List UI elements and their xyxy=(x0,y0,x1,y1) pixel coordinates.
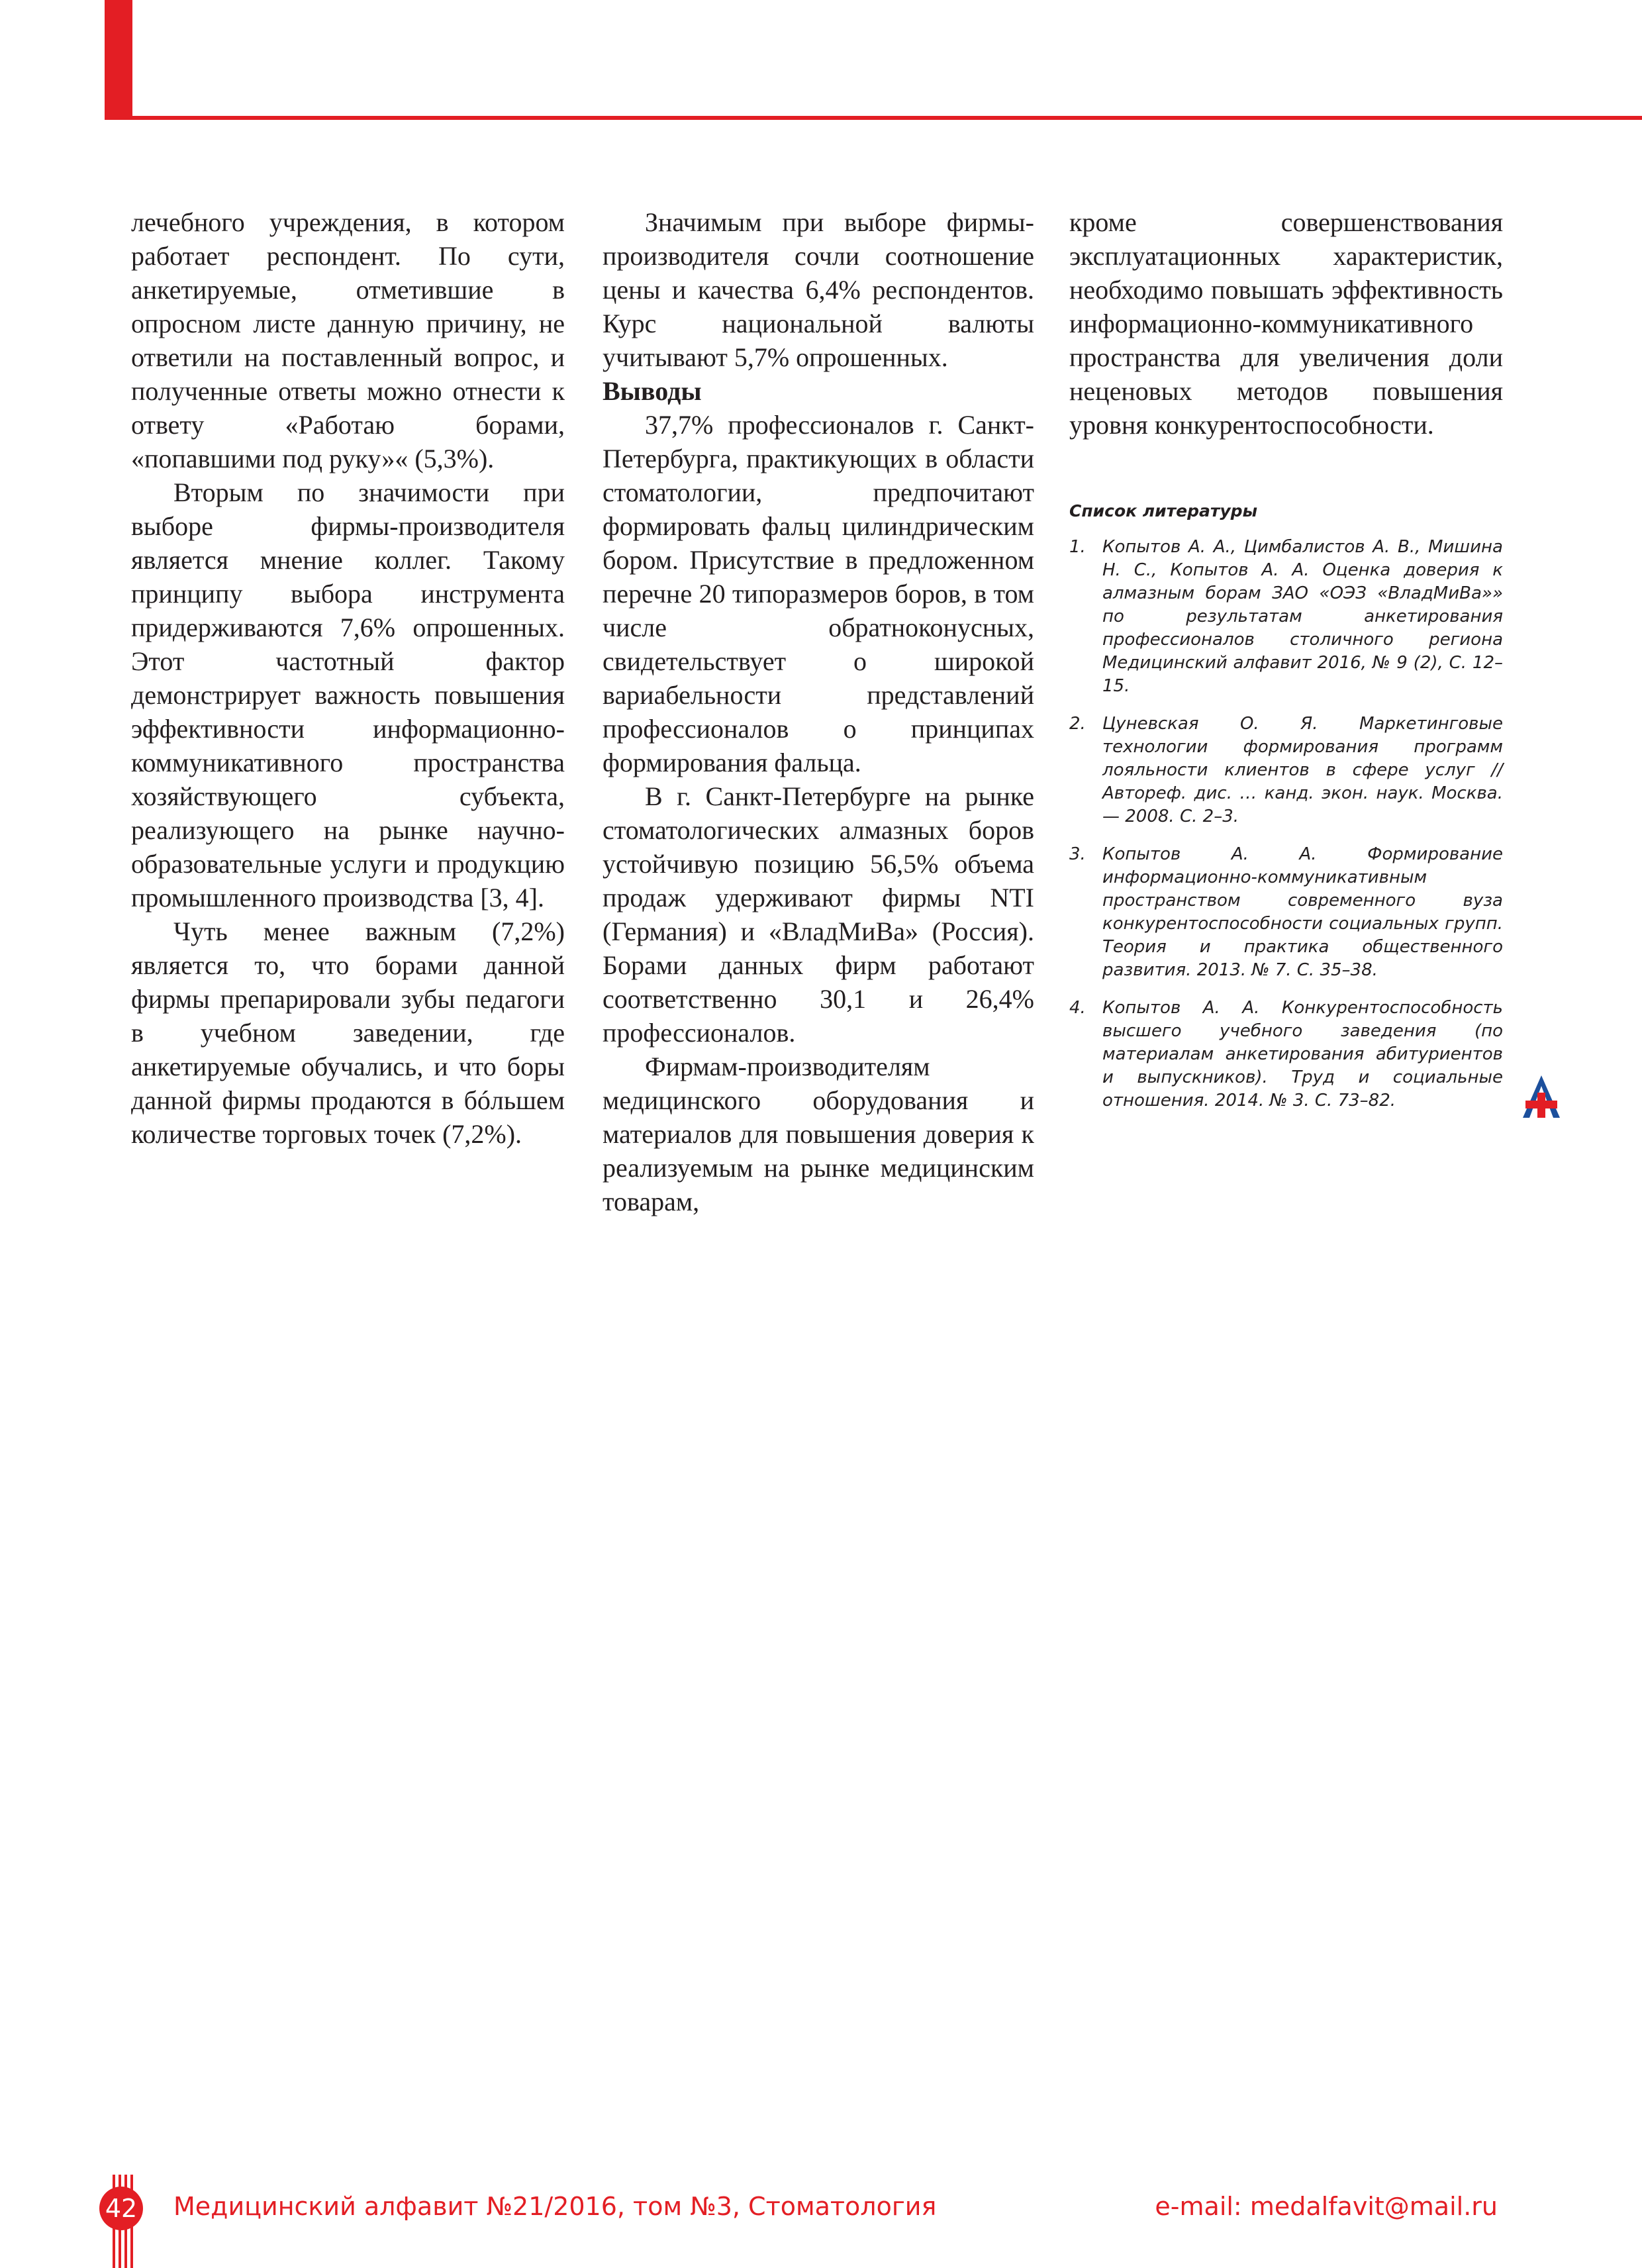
reference-item: 1. Копытов А. А., Цимбалистов А. В., Мишина Н. С., Копытов А. А. Оценка доверия к алмазным борам ЗАО «ОЭЗ «ВладМиВа»» по результатам анкетирования профессионалов столичного региона Медицинский алфавит 2016, № 9 (2), С. 12–15. xyxy=(1069,537,1503,696)
paragraph: Фирмам-производителям медицинского оборудования и материалов для повышения доверия к реализуемым на рынке медицинским товарам, xyxy=(603,1052,1034,1216)
section-title-conclusions: Выводы xyxy=(603,376,702,406)
references-list xyxy=(1069,536,1503,1112)
references-title: Список литературы xyxy=(1069,501,1258,520)
reference-item: 4. Копытов А. А. Конкурентоспособность высшего учебного заведения (по материалам анкетирования абитуриентов и выпускников). Труд и социальные отношения. 2014. № 3. С. 73–82. xyxy=(1069,998,1503,1110)
paragraph: Чуть менее важным (7,2%) является то, что борами данной фирмы препарировали зубы педагоги в учебном заведении, где анкетируемые обучались, и что боры данной фирмы продаются в бóльшем количестве торговых точек (7,2%). xyxy=(131,916,565,1149)
page-number: 42 xyxy=(99,2187,143,2230)
paragraph: Вторым по значимости при выборе фирмы-производителя является мнение коллег. Такому принципу выбора инструмента придерживаются 7,6% опрошенных. Этот частотный фактор демонстрирует важность повышения эффективности информационно-коммуникативного пространства хозяйствующего субъекта, реализующего на рынке научно-образовательные услуги и продукцию промышленного производства [3, 4]. xyxy=(131,477,565,912)
text-column-2 xyxy=(603,205,1034,1218)
medalfavit-logo-icon xyxy=(1521,1074,1561,1119)
text-column-3 xyxy=(1069,205,1503,1127)
header-rule xyxy=(105,116,1642,120)
header-red-bar xyxy=(105,0,132,119)
reference-item: 2. Цуневская О. Я. Маркетинговые технологии формирования программ лояльности клиентов в сфере услуг // Автореф. дис. … канд. экон. наук. Москва. — 2008. С. 2–3. xyxy=(1069,714,1503,826)
paragraph: В г. Санкт-Петербурге на рынке стоматологических алмазных боров устойчивую позицию 56,5% объема продаж удерживают фирмы NTI (Германия) и «ВладМиВа» (Россия). Борами данных фирм работают соответственно 30,1 и 26,4% профессионалов. xyxy=(603,781,1034,1048)
text-column-1 xyxy=(131,205,565,1151)
reference-item: 3. Копытов А. А. Формирование информационно-коммуникативным пространством современного вуза конкурентоспособности социальных групп. Теория и практика общественного развития. 2013. № 7. С. 35–38. xyxy=(1069,844,1503,980)
paragraph: Значимым при выборе фирмы-производителя сочли соотношение цены и качества 6,4% респондентов. Курс национальной валюты учитывают 5,7% опрошенных. xyxy=(603,207,1034,372)
journal-title: Медицинский алфавит №21/2016, том №3, Стоматология xyxy=(173,2192,937,2221)
paragraph: 37,7% профессионалов г. Санкт-Петербурга, практикующих в области стоматологии, предпочитают формировать фальц цилиндрическим бором. Присутствие в предложенном перечне 20 типоразмеров боров, в том числе обратноконусных, свидетельствует о широкой вариабельности представлений профессионалов о принципах формирования фальца. xyxy=(603,410,1034,777)
paragraph: лечебного учреждения, в котором работает респондент. По сути, анкетируемые, отметившие в опросном листе данную причину, не ответили на поставленный вопрос, и полученные ответы можно отнести к ответу «Работаю борами, «попавшими под руку»« (5,3%). xyxy=(131,207,565,473)
paragraph: кроме совершенствования эксплуатационных характеристик, необходимо повышать эффективность информационно-коммуникативного пространства для увеличения доли неценовых методов повышения уровня конкурентоспособности. xyxy=(1069,207,1503,440)
contact-email: e-mail: medalfavit@mail.ru xyxy=(1155,2192,1498,2221)
